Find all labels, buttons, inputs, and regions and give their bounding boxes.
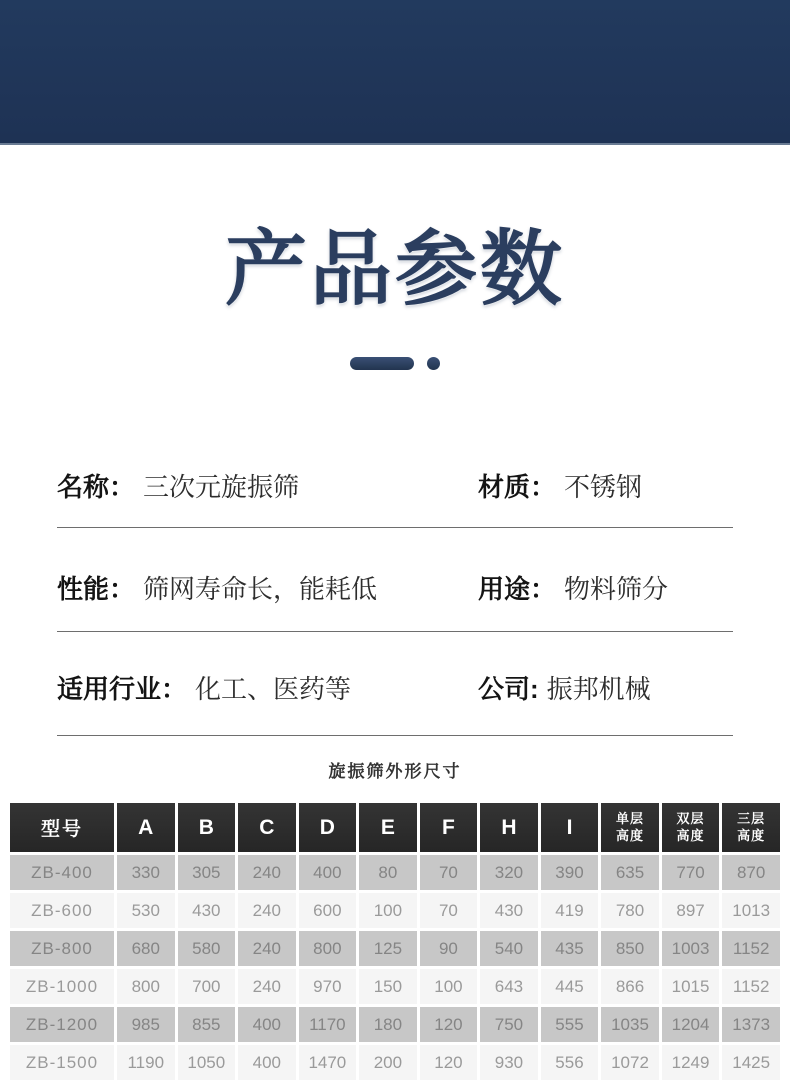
table-cell: 430 [480,893,538,928]
use-label: 用途： [478,574,557,604]
table-cell: 400 [238,1007,296,1042]
divider [57,527,733,528]
table-header-cell: 三层 高度 [722,803,780,852]
table-cell: 850 [601,931,659,966]
table-cell: 1249 [662,1045,720,1080]
info-row-name-material [57,470,733,504]
table-cell: 1373 [722,1007,780,1042]
table-cell: 1425 [722,1045,780,1080]
table-cell: 180 [359,1007,417,1042]
spec-table [7,800,783,1083]
model-cell: ZB-600 [10,893,114,928]
table-cell: 1470 [299,1045,357,1080]
table-cell: 635 [601,855,659,890]
title-underline-dash [350,357,414,370]
table-cell: 320 [480,855,538,890]
table-cell: 120 [420,1045,478,1080]
info-row-industry-company [57,672,733,706]
table-cell: 866 [601,969,659,1004]
table-cell: 305 [178,855,236,890]
table-header-cell: F [420,803,478,852]
info-pair-use [478,572,668,606]
spec-table-head [10,803,780,852]
model-cell: ZB-800 [10,931,114,966]
material-label: 材质： [478,472,557,502]
table-cell: 643 [480,969,538,1004]
divider [57,735,733,736]
table-cell: 770 [662,855,720,890]
table-row [10,1045,780,1080]
page-title: 产品参数 [224,224,565,315]
table-header-cell: H [480,803,538,852]
table-header-cell: B [178,803,236,852]
model-cell: ZB-1200 [10,1007,114,1042]
model-cell: ZB-400 [10,855,114,890]
table-cell: 435 [541,931,599,966]
use-value: 物料筛分 [564,574,669,604]
table-header-cell: 单层 高度 [601,803,659,852]
info-pair-company [478,672,651,706]
table-cell: 985 [117,1007,175,1042]
table-cell: 556 [541,1045,599,1080]
table-cell: 1152 [722,969,780,1004]
table-cell: 400 [299,855,357,890]
table-cell: 800 [299,931,357,966]
industry-value: 化工、医药等 [195,674,352,704]
table-cell: 240 [238,969,296,1004]
table-cell: 240 [238,931,296,966]
name-label: 名称： [57,472,136,502]
info-row-performance-use [57,572,733,606]
table-header-cell: I [541,803,599,852]
table-cell: 330 [117,855,175,890]
name-value: 三次元旋振筛 [143,472,300,502]
table-header-cell: A [117,803,175,852]
performance-value: 筛网寿命长，能耗低 [143,574,378,604]
table-cell: 800 [117,969,175,1004]
table-row [10,893,780,928]
table-cell: 100 [420,969,478,1004]
table-cell: 150 [359,969,417,1004]
table-cell: 390 [541,855,599,890]
table-cell: 70 [420,893,478,928]
table-cell: 1152 [722,931,780,966]
info-pair-industry [57,672,478,706]
table-cell: 1190 [117,1045,175,1080]
table-row [10,1007,780,1042]
table-cell: 530 [117,893,175,928]
table-cell: 240 [238,893,296,928]
table-header-cell: 双层 高度 [662,803,720,852]
divider [57,631,733,632]
table-header-cell: 型号 [10,803,114,852]
info-pair-performance [57,572,478,606]
info-pair-material [478,470,642,504]
table-cell: 419 [541,893,599,928]
table-cell: 970 [299,969,357,1004]
table-cell: 680 [117,931,175,966]
table-title: 旋振筛外形尺寸 [328,762,462,781]
table-cell: 120 [420,1007,478,1042]
table-cell: 400 [238,1045,296,1080]
title-underline-dot [427,357,440,370]
model-cell: ZB-1000 [10,969,114,1004]
table-cell: 600 [299,893,357,928]
table-cell: 780 [601,893,659,928]
table-cell: 1035 [601,1007,659,1042]
table-row [10,855,780,890]
company-value: 振邦机械 [546,674,651,704]
table-cell: 445 [541,969,599,1004]
table-cell: 555 [541,1007,599,1042]
table-cell: 80 [359,855,417,890]
spec-table-body [10,855,780,1080]
title-underline [0,357,790,370]
table-cell: 1204 [662,1007,720,1042]
table-cell: 240 [238,855,296,890]
hero-banner [0,0,790,145]
table-cell: 1015 [662,969,720,1004]
table-cell: 580 [178,931,236,966]
table-cell: 930 [480,1045,538,1080]
table-cell: 90 [420,931,478,966]
table-header-cell: D [299,803,357,852]
table-header-cell: C [238,803,296,852]
info-pair-name [57,470,478,504]
table-cell: 1050 [178,1045,236,1080]
table-header-row [10,803,780,852]
table-row [10,969,780,1004]
table-cell: 125 [359,931,417,966]
table-header-cell: E [359,803,417,852]
table-cell: 200 [359,1045,417,1080]
material-value: 不锈钢 [564,472,643,502]
table-row [10,931,780,966]
table-cell: 700 [178,969,236,1004]
table-cell: 1170 [299,1007,357,1042]
table-cell: 70 [420,855,478,890]
performance-label: 性能： [57,574,136,604]
table-cell: 1003 [662,931,720,966]
industry-label: 适用行业： [57,674,188,704]
table-cell: 855 [178,1007,236,1042]
table-cell: 897 [662,893,720,928]
table-cell: 430 [178,893,236,928]
table-cell: 100 [359,893,417,928]
table-cell: 540 [480,931,538,966]
table-cell: 1072 [601,1045,659,1080]
table-cell: 870 [722,855,780,890]
table-cell: 750 [480,1007,538,1042]
table-cell: 1013 [722,893,780,928]
model-cell: ZB-1500 [10,1045,114,1080]
company-label: 公司: [478,674,539,704]
